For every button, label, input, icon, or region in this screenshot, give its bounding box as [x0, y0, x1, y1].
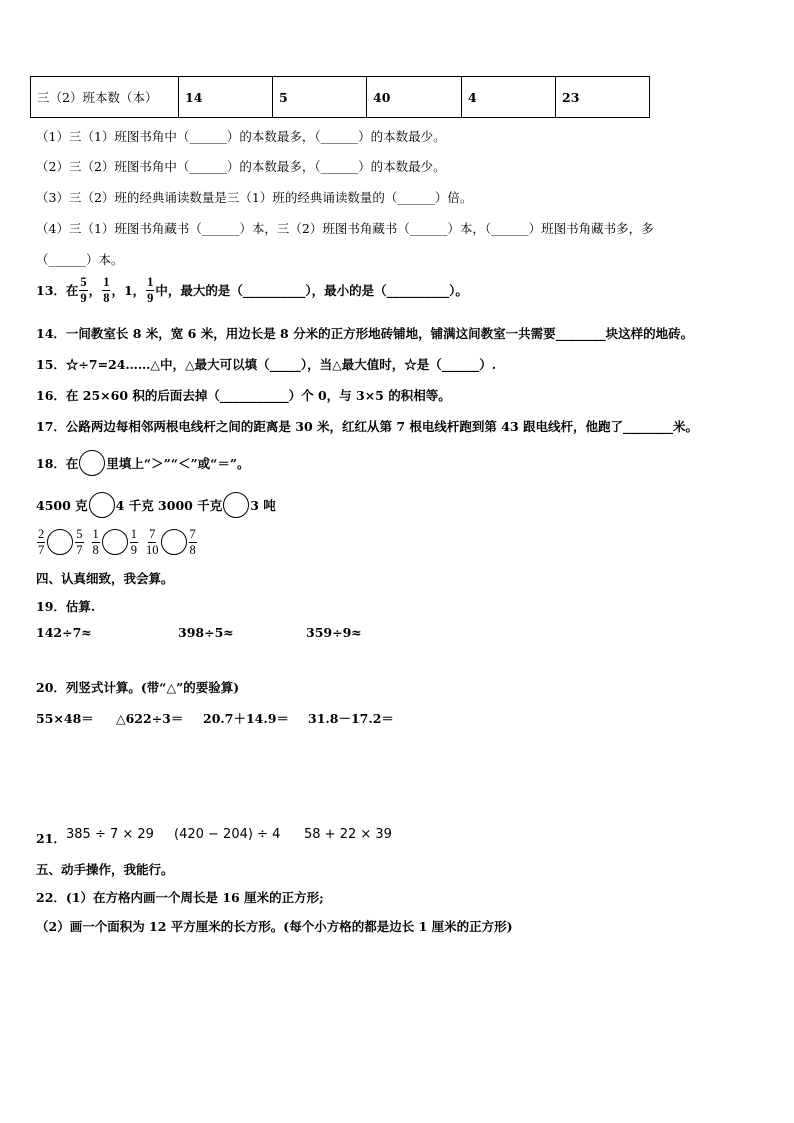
section-5-heading: 五、动手操作，我能行。 — [36, 862, 174, 877]
estimate-item: 142÷7≈ — [36, 625, 92, 640]
calc-item: △622÷3＝ — [116, 711, 184, 726]
table-cell: 14 — [179, 77, 273, 118]
table-cell: 4 — [462, 77, 556, 118]
q18-pre: 18．在 — [36, 456, 79, 471]
calc-item: 55×48＝ — [36, 711, 94, 726]
question-21-number: 21． — [36, 831, 66, 846]
question-17: 17．公路两边每相邻两根电线杆之间的距离是 30 米，红红从第 7 根电线杆跑到第 43 跟电线杆，他跑了________米。 — [36, 419, 698, 434]
q18-r1c: 3 吨 — [250, 498, 276, 513]
q13-number: 13． — [36, 283, 66, 298]
fraction — [130, 528, 138, 556]
denominator: 9 — [147, 290, 154, 305]
denominator: 9 — [130, 542, 137, 557]
table-cell: 23 — [556, 77, 650, 118]
expression-item: 58 + 22 × 39 — [304, 827, 392, 842]
expression-item: 385 ÷ 7 × 29 — [66, 827, 154, 842]
question-15: 15．☆÷7=24……△中，△最大可以填（_____），当△最大值时，☆是（______）. — [36, 357, 497, 372]
numerator: 7 — [189, 527, 196, 541]
calc-item: 31.8－17.2＝ — [308, 711, 394, 726]
compare-circle[interactable] — [102, 529, 128, 555]
sub-question-3: （3）三（2）班的经典诵读数量是三（1）班的经典诵读数量的（______）倍。 — [36, 190, 473, 205]
q13-mid: ，1， — [111, 283, 146, 298]
question-14: 14．一间教室长 8 米，宽 6 米，用边长是 8 分米的正方形地砖铺地，铺满这间教室一共需要________块这样的地砖。 — [36, 326, 694, 341]
compare-circle[interactable] — [161, 529, 187, 555]
sub-question-4-cont: （______）本。 — [36, 252, 124, 267]
calc-item: 20.7＋14.9＝ — [203, 711, 289, 726]
denominator: 8 — [92, 542, 99, 557]
question-16: 16．在 25×60 积的后面去掉（___________）个 0，与 3×5 的积相等。 — [36, 388, 451, 403]
numerator: 1 — [147, 275, 154, 289]
fraction — [102, 276, 110, 304]
section-4-heading: 四、认真细致，我会算。 — [36, 571, 174, 586]
compare-circle[interactable] — [47, 529, 73, 555]
sub-question-1: （1）三（1）班图书角中（______）的本数最多，（______）的本数最少。 — [36, 129, 446, 144]
fraction — [92, 528, 100, 556]
fraction — [146, 276, 154, 304]
table-cell: 5 — [273, 77, 367, 118]
denominator: 8 — [103, 290, 110, 305]
estimate-item: 359÷9≈ — [306, 625, 362, 640]
question-19-title: 19．估算. — [36, 599, 96, 614]
numerator: 7 — [149, 527, 156, 541]
question-20-title: 20．列竖式计算。(带“△”的要验算) — [36, 680, 240, 695]
fraction — [79, 276, 87, 304]
compare-circle[interactable] — [223, 492, 249, 518]
fraction — [37, 528, 45, 556]
question-22-line-1: 22．(1）在方格内画一个周长是 16 厘米的正方形; — [36, 890, 324, 905]
books-table — [30, 76, 650, 118]
expression-item: (420 − 204) ÷ 4 — [174, 827, 281, 842]
denominator: 9 — [80, 290, 87, 305]
numerator: 1 — [92, 527, 99, 541]
numerator: 2 — [38, 527, 45, 541]
q18-row-2 — [36, 528, 198, 556]
denominator: 7 — [76, 542, 83, 557]
numerator: 5 — [76, 527, 83, 541]
denominator: 10 — [146, 542, 159, 557]
q13-pre: 在 — [65, 283, 79, 298]
numerator: 1 — [130, 527, 137, 541]
row-label: 三（2）班本数（本） — [31, 77, 179, 118]
question-22-line-2: （2）画一个面积为 12 平方厘米的长方形。(每个小方格的都是边长 1 厘米的正方形) — [36, 919, 513, 934]
q18-post: 里填上“＞”“＜”或“＝”。 — [106, 456, 250, 471]
denominator: 8 — [189, 542, 196, 557]
compare-circle[interactable] — [89, 492, 115, 518]
q13-post: 中，最大的是（__________），最小的是（__________）。 — [155, 283, 468, 298]
compare-circle[interactable] — [79, 450, 105, 476]
numerator: 5 — [80, 275, 87, 289]
question-13 — [36, 276, 468, 304]
table-row — [31, 77, 650, 118]
q18-r1a: 4500 克 — [36, 498, 88, 513]
denominator: 7 — [38, 542, 45, 557]
fraction — [75, 528, 83, 556]
fraction — [146, 528, 159, 556]
q13-sep: ， — [88, 283, 102, 298]
q18-r1b: 4 千克 3000 千克 — [115, 498, 223, 513]
fraction — [189, 528, 197, 556]
sub-question-2: （2）三（2）班图书角中（______）的本数最多，（______）的本数最少。 — [36, 159, 446, 174]
sub-question-4: （4）三（1）班图书角藏书（______）本，三（2）班图书角藏书（______）本，（______）班图书角藏书多，多 — [36, 221, 654, 236]
table-cell: 40 — [367, 77, 462, 118]
q18-row-1 — [36, 492, 276, 518]
question-18 — [36, 450, 250, 476]
numerator: 1 — [103, 275, 110, 289]
estimate-item: 398÷5≈ — [178, 625, 234, 640]
